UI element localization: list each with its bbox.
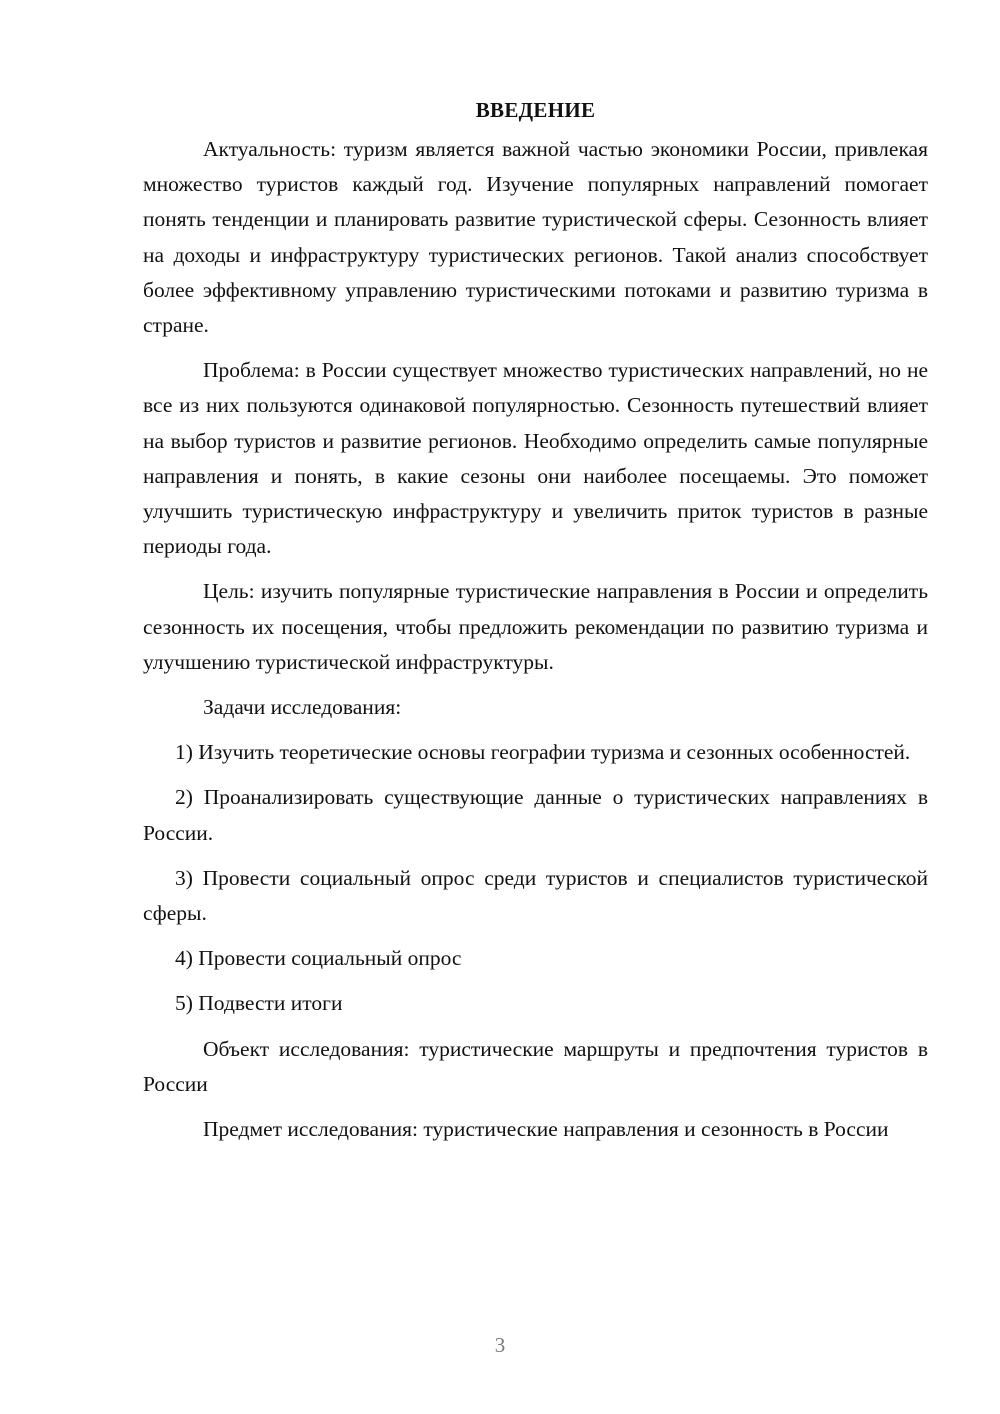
task-item-2: 2) Проанализировать существующие данные о туристических направлениях в России. (143, 785, 928, 845)
task-item-1: 1) Изучить теоретические основы географии туризма и сезонных особенностей. (175, 740, 911, 765)
subject-paragraph: Предмет исследования: туристические направления и сезонность в России (203, 1117, 889, 1142)
page-number: 3 (494, 1333, 506, 1357)
problem-paragraph: Проблема: в России существует множество туристических направлений, но не все из них пользуются одинаковой популярностью. Сезонность путешествий влияет на выбор туристов и развитие регионов. Необходимо определить самые популярные направления и понять, в какие сезоны они наиболее посещаемы. Это поможет улучшить туристическую инфраструктуру и увеличить приток туристов в разные периоды года. (143, 358, 928, 559)
section-title: ВВЕДЕНИЕ (475, 98, 596, 122)
goal-paragraph: Цель: изучить популярные туристические направления в России и определить сезонность их посещения, чтобы предложить рекомендации по развитию туризма и улучшению туристической инфраструктуры. (143, 579, 928, 674)
page-content (143, 93, 928, 1157)
tasks-heading: Задачи исследования: (203, 695, 402, 720)
task-item-3: 3) Провести социальный опрос среди туристов и специалистов туристической сферы. (143, 865, 928, 926)
task-item-5: 5) Подвести итоги (175, 991, 343, 1016)
task-item-4: 4) Провести социальный опрос (175, 946, 462, 971)
relevance-paragraph: Актуальность: туризм является важной частью экономики России, привлекая множество туристов каждый год. Изучение популярных направлений помогает понять тенденции и планировать развитие туристической сферы. Сезонность влияет на доходы и инфраструктуру туристических регионов. Такой анализ способствует более эффективному управлению туристическими потоками и развитию туризма в стране. (143, 137, 928, 338)
object-paragraph: Объект исследования: туристические маршруты и предпочтения туристов в России (143, 1036, 928, 1096)
